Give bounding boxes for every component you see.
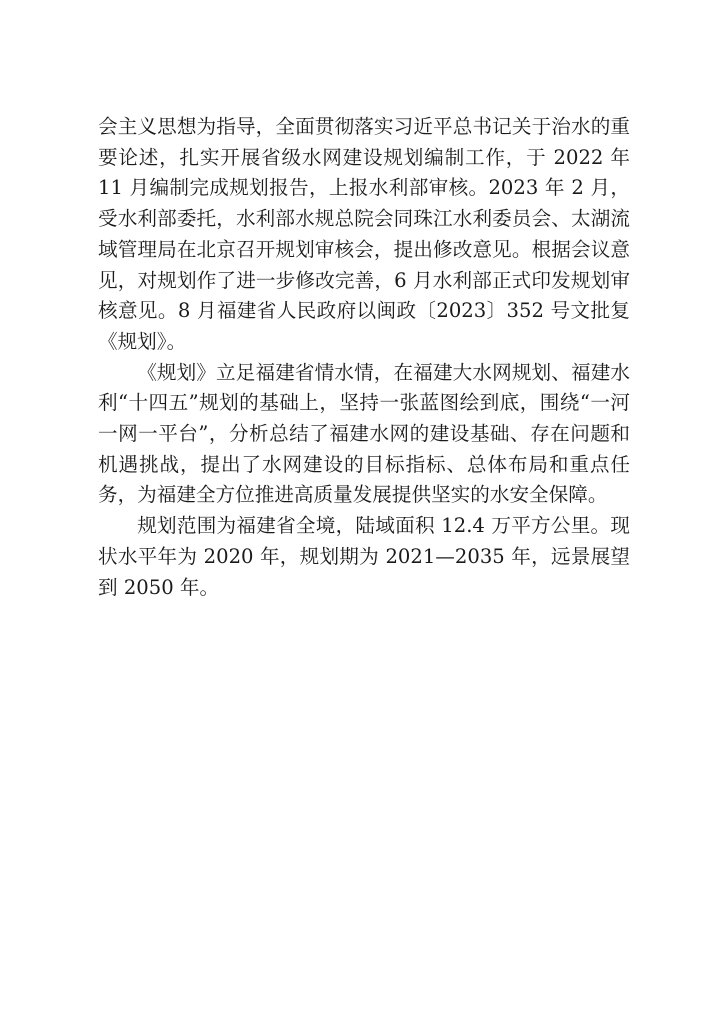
paragraph-continuation: 会主义思想为指导，全面贯彻落实习近平总书记关于治水的重要论述，扎实开展省级水网建设规划编制工作，于 2022 年 11 月编制完成规划报告，上报水利部审核。2023 年 2 月，受水利部委托，水利部水规总院会同珠江水利委员会、太湖流域管理局在北京召开规划审核会，提出修改意见。根据会议意见，对规划作了进一步修改完善，6 月水利部正式印发规划审核意见。8 月福建省人民政府以闽政〔2023〕352 号文批复《规划》。 [98,115,630,353]
body-text [98,112,630,603]
paragraph-plan-overview: 《规划》立足福建省情水情，在福建大水网规划、福建水利“十四五”规划的基础上，坚持一张蓝图绘到底，围绕“一河一网一平台”，分析总结了福建水网的建设基础、存在问题和机遇挑战，提出了水网建设的目标指标、总体布局和重点任务，为福建全方位推进高质量发展提供坚实的水安全保障。 [98,360,630,507]
paragraph-plan-scope: 规划范围为福建省全境，陆域面积 12.4 万平方公里。现状水平年为 2020 年，规划期为 2021—2035 年，远景展望到 2050 年。 [98,514,630,599]
